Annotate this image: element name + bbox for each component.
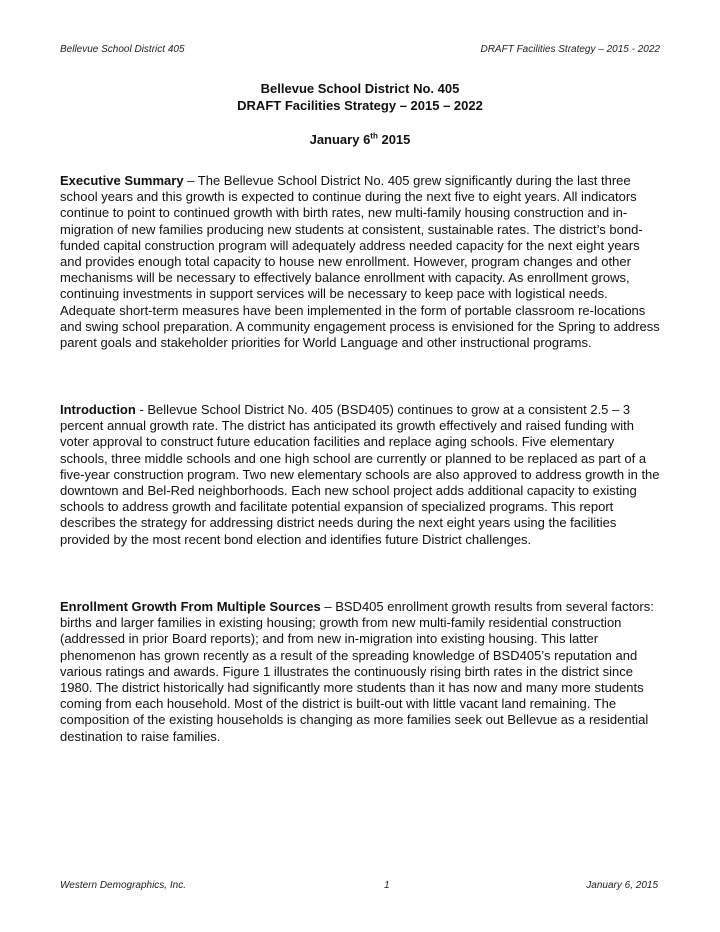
executive-summary-body: The Bellevue School District No. 405 grew significantly during the last three school years and this growth is expected to continue during the next five to eight years. All indicators continue to point to continued growth with birth rates, new multi-family housing construction and in-migration of new families producing new students at consistent, sustainable rates. The district’s bond-funded capital construction program will adequately address needed capacity for the next eight years and provides enough total capacity to house new enrollment. However, program changes and other mechanisms will be necessary to effectively balance enrollment with capacity. As enrollment grows, continuing investments in support services will be necessary to keep pace with logistical needs. Adequate short-term measures have been implemented in the form of portable classroom re-locations and swing school preparation. A community engagement process is envisioned for the Spring to address parent goals and stakeholder priorities for World Language and other instructional programs.	[60, 173, 660, 351]
document-title-block	[60, 80, 660, 148]
title-document-name: DRAFT Facilities Strategy – 2015 – 2022	[237, 98, 483, 113]
footer-author: Western Demographics, Inc.	[60, 880, 186, 891]
executive-summary-section	[60, 173, 662, 351]
title-date-superscript: th	[370, 131, 378, 141]
enrollment-growth-body: BSD405 enrollment growth results from several factors: births and larger families in existing housing; growth from new multi-family residential construction (addressed in prior Board reports); and from new in-migration into existing housing. This latter phenomenon has grown recently as a result of the spreading knowledge of BSD405’s reputation and various ratings and awards. Figure 1 illustrates the continuously rising birth rates in the district since 1980. The district historically had significantly more students than it has now and many more students coming from each household. Most of the district is built-out with little vacant land remaining. The composition of the existing households is changing as more families seek out Bellevue as a residential destination to raise families.	[60, 599, 654, 744]
enrollment-growth-section	[60, 599, 662, 745]
executive-summary-heading: Executive Summary	[60, 173, 184, 188]
footer-page-number: 1	[384, 880, 390, 891]
enrollment-growth-separator: –	[320, 599, 336, 614]
header-document-title: DRAFT Facilities Strategy – 2015 - 2022	[480, 44, 660, 55]
introduction-separator: -	[135, 402, 148, 417]
footer-date: January 6, 2015	[586, 880, 658, 891]
title-district-name: Bellevue School District No. 405	[260, 81, 460, 96]
header-district: Bellevue School District 405	[60, 44, 185, 55]
title-date	[60, 131, 660, 148]
introduction-section	[60, 402, 662, 548]
title-date-prefix: January 6	[309, 132, 371, 147]
executive-summary-separator: –	[183, 173, 198, 188]
introduction-body: Bellevue School District No. 405 (BSD405) continues to grow at a consistent 2.5 – 3 percent annual growth rate. The district has anticipated its growth effectively and raised funding with voter approval to construct future education facilities and replace aging schools. Five elementary schools, three middle schools and one high school are currently or planned to be replaced as part of a five-year construction program. Two new elementary schools are also approved to address growth in the downtown and Bel-Red neighborhoods. Each new school project adds additional capacity to existing schools to address growth and facilitate potential expansion of specialized programs. This report describes the strategy for addressing district needs during the next eight years using the facilities provided by the most recent bond election and identifies future District challenges.	[60, 402, 660, 547]
enrollment-growth-heading: Enrollment Growth From Multiple Sources	[60, 599, 321, 614]
title-date-suffix: 2015	[377, 132, 411, 147]
introduction-heading: Introduction	[60, 402, 136, 417]
